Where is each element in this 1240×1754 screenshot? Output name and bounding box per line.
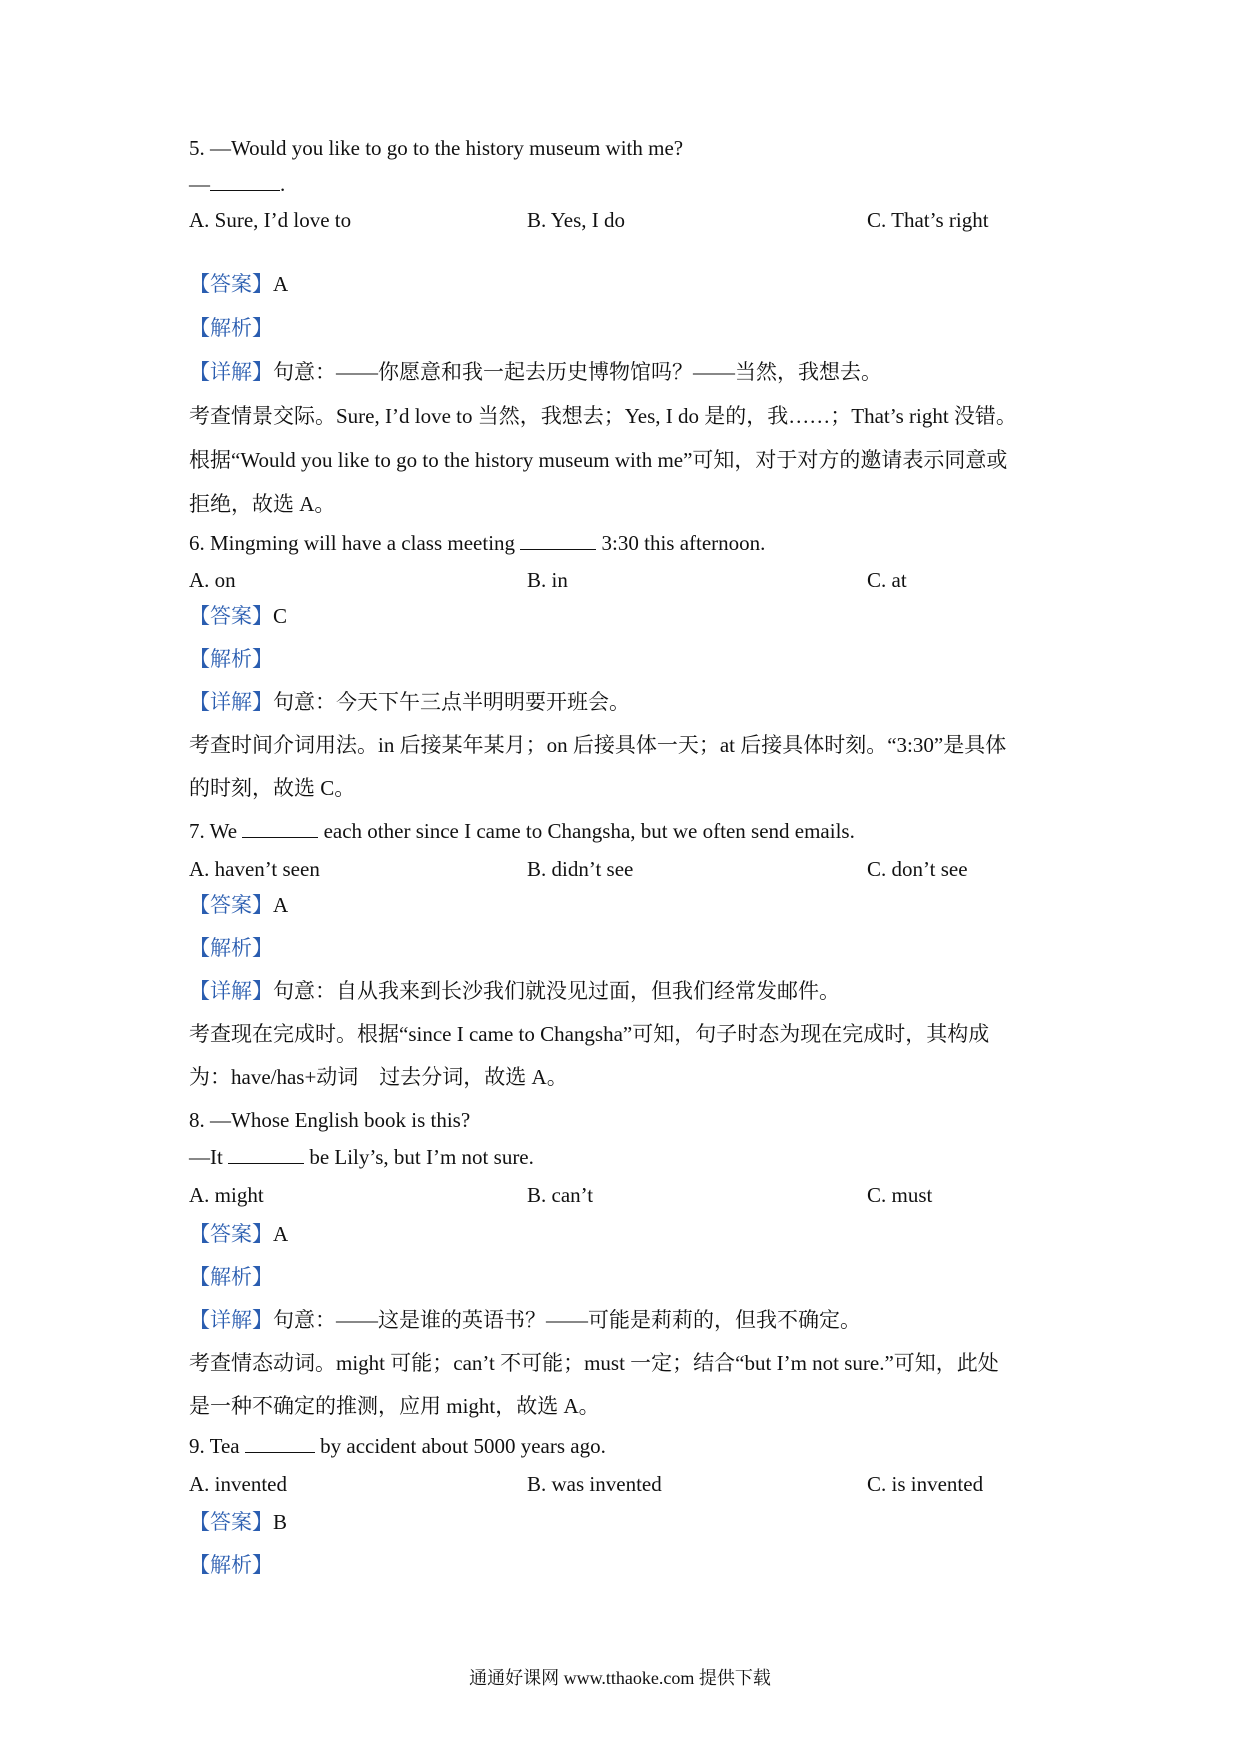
detail-line: 【详解】句意：——这是谁的英语书？——可能是莉莉的，但我不确定。 bbox=[189, 1308, 861, 1332]
option-c: C. must bbox=[867, 1183, 933, 1207]
page-footer: 通通好课网 www.tthaoke.com 提供下载 bbox=[469, 1668, 771, 1688]
detail-line: 根据“Would you like to go to the history museum with me”可知，对于对方的邀请表示同意或 bbox=[189, 448, 1008, 472]
question-8-reply: —It be Lily’s, but I’m not sure. bbox=[189, 1145, 534, 1169]
answer-blank bbox=[520, 531, 596, 550]
answer-value: A bbox=[273, 272, 289, 296]
question-5-stem: 5. —Would you like to go to the history museum with me? bbox=[189, 136, 684, 160]
option-b: B. Yes, I do bbox=[527, 208, 626, 232]
option-c: C. at bbox=[867, 568, 907, 592]
detail-line: 是一种不确定的推测，应用 might，故选 A。 bbox=[189, 1394, 600, 1418]
answer-value: A bbox=[273, 893, 289, 917]
detail-line: 考查现在完成时。根据“since I came to Changsha”可知，句子时态为现在完成时，其构成 bbox=[189, 1022, 990, 1046]
answer-label: 【答案】 bbox=[189, 272, 273, 296]
answer-line bbox=[189, 891, 288, 919]
detail-line: 考查时间介词用法。in 后接某年某月；on 后接具体一天；at 后接具体时刻。“3:30”是具体 bbox=[189, 733, 1007, 757]
answer-label: 【答案】 bbox=[189, 1222, 273, 1246]
option-a: A. might bbox=[189, 1183, 264, 1207]
answer-value: B bbox=[273, 1510, 288, 1534]
question-9-stem: 9. Tea by accident about 5000 years ago. bbox=[189, 1434, 606, 1458]
answer-line bbox=[189, 270, 288, 298]
detail-line: 【详解】句意：——你愿意和我一起去历史博物馆吗？——当然，我想去。 bbox=[189, 360, 882, 384]
detail-line: 【详解】句意：今天下午三点半明明要开班会。 bbox=[189, 690, 630, 714]
option-c: C. don’t see bbox=[867, 857, 968, 881]
detail-line: 拒绝，故选 A。 bbox=[189, 492, 336, 516]
detail-label: 【详解】 bbox=[189, 979, 273, 1003]
option-b: B. in bbox=[527, 568, 568, 592]
detail-label: 【详解】 bbox=[189, 690, 273, 714]
option-a: A. invented bbox=[189, 1472, 287, 1496]
detail-line: 考查情景交际。Sure, I’d love to 当然，我想去；Yes, I do 是的，我……；That’s right 没错。 bbox=[189, 404, 1017, 428]
detail-line: 为：have/has+动词 过去分词，故选 A。 bbox=[189, 1065, 568, 1089]
answer-value: C bbox=[273, 604, 288, 628]
detail-line: 的时刻，故选 C。 bbox=[189, 776, 356, 800]
question-5-reply: — . bbox=[189, 172, 286, 196]
analysis-label: 【解析】 bbox=[189, 1553, 273, 1577]
question-6-stem: 6. Mingming will have a class meeting 3:30 this afternoon. bbox=[189, 531, 766, 555]
analysis-label: 【解析】 bbox=[189, 647, 273, 671]
detail-line: 考查情态动词。might 可能；can’t 不可能；must 一定；结合“but I’m not sure.”可知，此处 bbox=[189, 1351, 999, 1375]
answer-line bbox=[189, 602, 287, 630]
analysis-label: 【解析】 bbox=[189, 936, 273, 960]
answer-blank bbox=[242, 819, 318, 838]
answer-blank bbox=[228, 1145, 304, 1164]
option-b: B. was invented bbox=[527, 1472, 662, 1496]
question-7-stem: 7. We each other since I came to Changsha, but we often send emails. bbox=[189, 819, 855, 843]
detail-line: 【详解】句意：自从我来到长沙我们就没见过面，但我们经常发邮件。 bbox=[189, 979, 840, 1003]
option-b: B. didn’t see bbox=[527, 857, 634, 881]
option-b: B. can’t bbox=[527, 1183, 594, 1207]
answer-label: 【答案】 bbox=[189, 893, 273, 917]
answer-blank bbox=[210, 172, 280, 191]
answer-line bbox=[189, 1220, 288, 1248]
option-a: A. haven’t seen bbox=[189, 857, 320, 881]
detail-label: 【详解】 bbox=[189, 1308, 273, 1332]
answer-line bbox=[189, 1508, 287, 1536]
option-c: C. is invented bbox=[867, 1472, 984, 1496]
answer-value: A bbox=[273, 1222, 289, 1246]
option-a: A. Sure, I’d love to bbox=[189, 208, 352, 232]
analysis-label: 【解析】 bbox=[189, 316, 273, 340]
analysis-label: 【解析】 bbox=[189, 1265, 273, 1289]
answer-blank bbox=[245, 1434, 315, 1453]
answer-label: 【答案】 bbox=[189, 1510, 273, 1534]
detail-label: 【详解】 bbox=[189, 360, 273, 384]
option-a: A. on bbox=[189, 568, 236, 592]
answer-label: 【答案】 bbox=[189, 604, 273, 628]
option-c: C. That’s right bbox=[867, 208, 989, 232]
question-8-stem: 8. —Whose English book is this? bbox=[189, 1108, 471, 1132]
